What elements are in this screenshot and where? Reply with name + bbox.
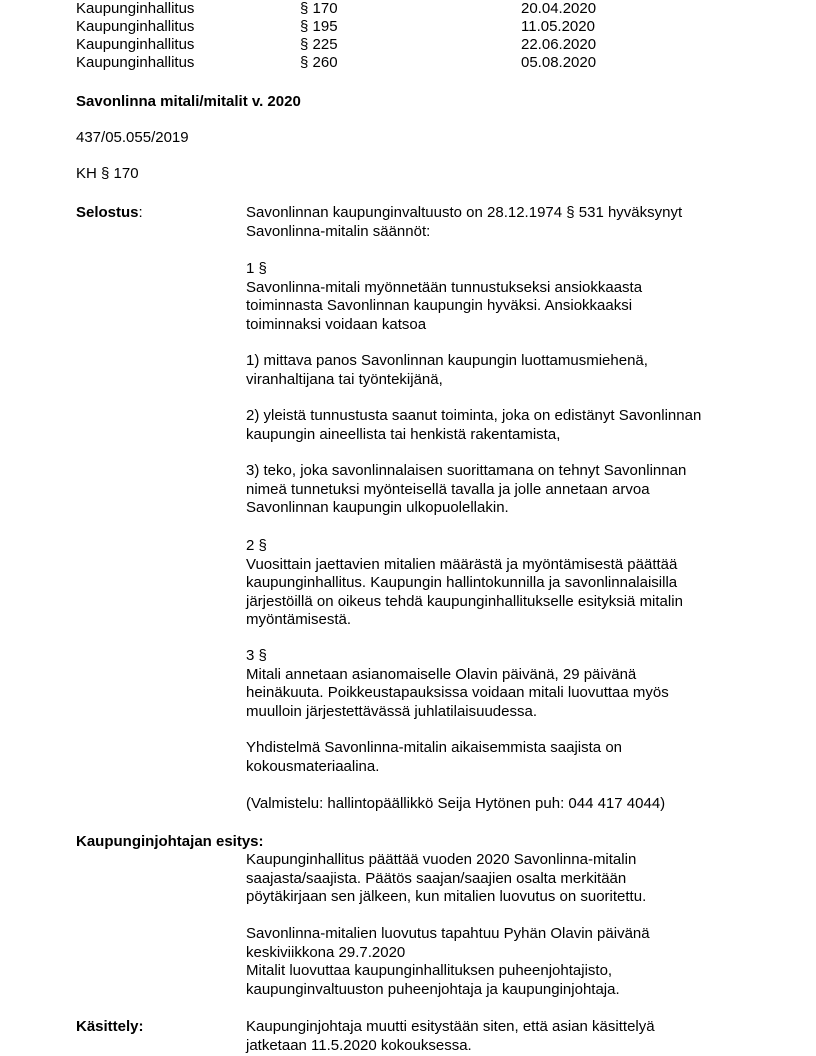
page-title: Savonlinna mitali/mitalit v. 2020: [76, 93, 301, 110]
criteria-item-1: [246, 352, 746, 389]
history-paragraph: § 260: [300, 54, 338, 71]
history-date: 05.08.2020: [521, 54, 597, 71]
handling-label: Käsittely:: [76, 1018, 144, 1035]
text-line: Savonlinnan kaupungin ulkopuolellakin.: [246, 499, 509, 516]
section-heading: 2 §: [246, 537, 267, 554]
history-date: 11.05.2020: [521, 18, 595, 35]
history-body: Kaupunginhallitus: [76, 18, 195, 35]
text-line: kokousmateriaalina.: [246, 757, 380, 775]
section-1: [246, 260, 746, 334]
text-line: kaupungin aineellista tai henkistä rakentamista,: [246, 425, 561, 443]
text-line: kaupunginhallitus. Kaupungin hallintokunnilla ja savonlinnalaisilla: [246, 574, 678, 591]
proposal-paragraph-2: [246, 925, 746, 999]
proposal-paragraph-1: [246, 851, 746, 907]
text-line: 1) mittava panos Savonlinnan kaupungin luottamusmiehenä,: [246, 352, 648, 369]
text-line: muulloin järjestettävässä juhlatilaisuudessa.: [246, 702, 537, 720]
text-line: Vuosittain jaettavien mitalien määrästä ja myöntämisestä päättää: [246, 555, 678, 573]
case-number: 437/05.055/2019: [76, 129, 189, 146]
history-row: [0, 36, 816, 54]
text-line: järjestöillä on oikeus tehdä kaupunginhallitukselle esityksiä mitalin: [246, 592, 683, 610]
history-row: [0, 0, 816, 18]
history-body: Kaupunginhallitus: [76, 36, 195, 53]
history-paragraph: § 195: [300, 18, 338, 35]
text-line: Savonlinna-mitalien luovutus tapahtuu Pyhän Olavin päivänä: [246, 925, 650, 942]
text-line: toiminnasta Savonlinnan kaupungin hyväksi. Ansiokkaaksi: [246, 297, 633, 314]
text-line: nimeä tunnetuksi myönteisellä tavalla ja jolle annetaan arvoa: [246, 480, 650, 498]
section-3: [246, 647, 746, 721]
criteria-item-3: [246, 462, 746, 518]
history-paragraph: § 225: [300, 36, 338, 53]
selostus-label-group: [76, 204, 143, 223]
text-line: viranhaltijana tai työntekijänä,: [246, 370, 443, 388]
text-line: Savonlinna-mitalin säännöt:: [246, 222, 431, 240]
text-line: Yhdistelmä Savonlinna-mitalin aikaisemmista saajista on: [246, 739, 623, 756]
history-date: 22.06.2020: [521, 36, 597, 53]
section-heading: 3 §: [246, 647, 267, 664]
text-line: jatketaan 11.5.2020 kokouksessa.: [246, 1036, 472, 1054]
text-line: saajasta/saajista. Päätös saajan/saajien osalta merkitään: [246, 869, 627, 887]
selostus-colon: :: [138, 204, 143, 221]
text-line: Savonlinna-mitali myönnetään tunnustukseksi ansiokkaasta: [246, 278, 643, 296]
section-heading: 1 §: [246, 260, 267, 277]
history-row: [0, 54, 816, 72]
text-line: toiminnaksi voidaan katsoa: [246, 315, 427, 333]
section-2: [246, 537, 746, 630]
text-line: heinäkuuta. Poikkeustapauksissa voidaan mitali luovuttaa myös: [246, 684, 669, 701]
text-line: pöytäkirjaan sen jälkeen, kun mitalien luovutus on suoritettu.: [246, 888, 647, 905]
text-line: Mitalit luovuttaa kaupunginhallituksen puheenjohtajisto,: [246, 962, 613, 979]
text-line: Kaupunginhallitus päättää vuoden 2020 Savonlinna-mitalin: [246, 851, 637, 868]
criteria-item-2: [246, 407, 746, 444]
selostus-intro: [246, 204, 746, 241]
text-line: (Valmistelu: hallintopäällikkö Seija Hytönen puh: 044 417 4044): [246, 795, 666, 812]
text-line: Mitali annetaan asianomaiselle Olavin päivänä, 29 päivänä: [246, 665, 637, 683]
summary-note: [246, 739, 746, 776]
kh-reference: KH § 170: [76, 165, 139, 182]
history-paragraph: § 170: [300, 0, 338, 17]
text-line: keskiviikkona 29.7.2020: [246, 943, 406, 961]
text-line: Savonlinnan kaupunginvaltuusto on 28.12.1974 § 531 hyväksynyt: [246, 204, 683, 221]
history-date: 20.04.2020: [521, 0, 597, 17]
history-body: Kaupunginhallitus: [76, 54, 195, 71]
preparer-note: [246, 795, 746, 814]
history-row: [0, 18, 816, 36]
proposal-label: Kaupunginjohtajan esitys:: [76, 833, 264, 850]
text-line: Kaupunginjohtaja muutti esitystään siten, että asian käsittelyä: [246, 1018, 655, 1035]
selostus-label: Selostus: [76, 204, 139, 221]
text-line: myöntämisestä.: [246, 611, 352, 628]
handling-paragraph: [246, 1018, 746, 1055]
text-line: 2) yleistä tunnustusta saanut toiminta, joka on edistänyt Savonlinnan: [246, 407, 702, 424]
text-line: 3) teko, joka savonlinnalaisen suorittamana on tehnyt Savonlinnan: [246, 462, 687, 479]
history-body: Kaupunginhallitus: [76, 0, 195, 17]
text-line: kaupunginvaltuuston puheenjohtaja ja kaupunginjohtaja.: [246, 980, 620, 998]
